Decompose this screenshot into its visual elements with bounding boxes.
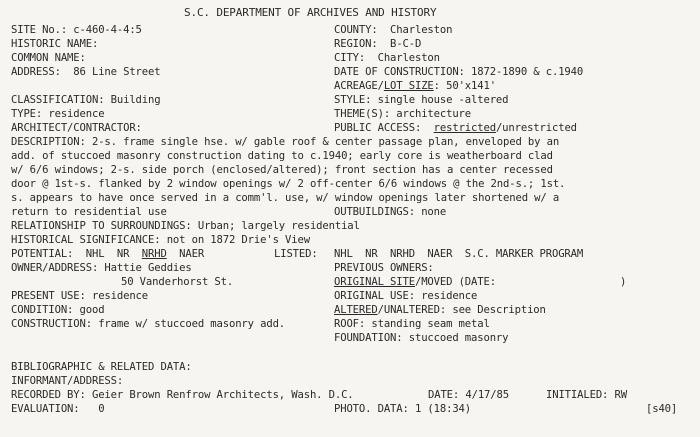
city: CITY: Charleston (334, 52, 440, 64)
potential-naer: NAER (166, 248, 205, 260)
public-access-restricted: restricted (433, 122, 496, 134)
relationship-to-surroundings: RELATIONSHIP TO SURROUNDINGS: Urban; largely residential (11, 220, 360, 232)
listed-options: NHL NR NRHD NAER S.C. MARKER PROGRAM (334, 248, 584, 260)
owner-address-line2: 50 Vanderhorst St. (121, 276, 234, 288)
moved-date-close: ) (620, 276, 627, 288)
public-access-label: PUBLIC ACCESS: (334, 122, 434, 134)
recorded-by: RECORDED BY: Geier Brown Renfrow Architects, Wash. D.C. (11, 389, 354, 401)
department-title: S.C. DEPARTMENT OF ARCHIVES AND HISTORY (184, 6, 437, 19)
construction: CONSTRUCTION: frame w/ stuccoed masonry add. (11, 318, 286, 330)
original-site-moved (334, 276, 496, 289)
themes: THEME(S): architecture (334, 108, 472, 120)
description-line: door @ 1st-s. flanked by 2 window openings w/ 2 off-center 6/6 windows @ the 2nd-s.; 1st. (11, 178, 566, 190)
historic-name: HISTORIC NAME: (11, 38, 99, 50)
present-use: PRESENT USE: residence (11, 290, 149, 302)
evaluation: EVALUATION: 0 (11, 403, 105, 415)
description-line: s. appears to have once served in a comm'l. use, w/ window openings later shortened w/ a (11, 192, 560, 204)
county: COUNTY: Charleston (334, 24, 453, 36)
owner-address: OWNER/ADDRESS: Hattie Geddies (11, 262, 192, 274)
altered-unaltered (334, 304, 546, 317)
historical-significance: HISTORICAL SIGNIFICANCE: not on 1872 Drie's View (11, 234, 310, 246)
moved-date: /MOVED (DATE: (414, 276, 496, 288)
card-code: [s40] (646, 403, 678, 415)
acreage-label: ACREAGE/ (334, 80, 384, 92)
bibliographic-data: BIBLIOGRAPHIC & RELATED DATA: (11, 361, 192, 373)
common-name: COMMON NAME: (11, 52, 86, 64)
site-number: SITE No.: c-460-4-4:5 (11, 24, 142, 36)
photo-data: PHOTO. DATA: 1 (18:34) (334, 403, 472, 415)
outbuildings: OUTBUILDINGS: none (334, 206, 447, 218)
informant-address: INFORMANT/ADDRESS: (11, 375, 124, 387)
original-site: ORIGINAL SITE (334, 276, 415, 288)
original-use: ORIGINAL USE: residence (334, 290, 478, 302)
description-line: add. of stuccoed masonry construction dating to c.1940; early core is weatherboard clad (11, 150, 553, 162)
date-of-construction: DATE OF CONSTRUCTION: 1872-1890 & c.1940 (334, 66, 584, 78)
acreage-lot-size (334, 80, 496, 93)
style: STYLE: single house -altered (334, 94, 509, 106)
condition: CONDITION: good (11, 304, 105, 316)
previous-owners: PREVIOUS OWNERS: (334, 262, 434, 274)
potential-label: POTENTIAL: NHL NR (11, 248, 142, 260)
public-access (334, 122, 577, 135)
roof: ROOF: standing seam metal (334, 318, 490, 330)
record-date: DATE: 4/17/85 (428, 389, 509, 401)
potential-nrhd: NRHD (141, 248, 167, 260)
lot-size-label: LOT SIZE (383, 80, 434, 92)
classification: CLASSIFICATION: Building (11, 94, 161, 106)
listed-label: LISTED: (274, 248, 318, 260)
region: REGION: B-C-D (334, 38, 422, 50)
type: TYPE: residence (11, 108, 105, 120)
lot-size-value: : 50'x141' (433, 80, 496, 92)
foundation: FOUNDATION: stuccoed masonry (334, 332, 509, 344)
description-line: DESCRIPTION: 2-s. frame single hse. w/ gable roof & center passage plan, enveloped by an (11, 136, 560, 148)
description-line: w/ 6/6 windows; 2-s. side porch (enclosed/altered); front section has a center recessed (11, 164, 553, 176)
unaltered: /UNALTERED: see Description (377, 304, 546, 316)
potential (11, 248, 204, 261)
altered: ALTERED (334, 304, 378, 316)
description-line: return to residential use (11, 206, 167, 218)
initialed: INITIALED: RW (546, 389, 627, 401)
address: ADDRESS: 86 Line Street (11, 66, 161, 78)
public-access-unrestricted: /unrestricted (495, 122, 577, 134)
architect-contractor: ARCHITECT/CONTRACTOR: (11, 122, 142, 134)
